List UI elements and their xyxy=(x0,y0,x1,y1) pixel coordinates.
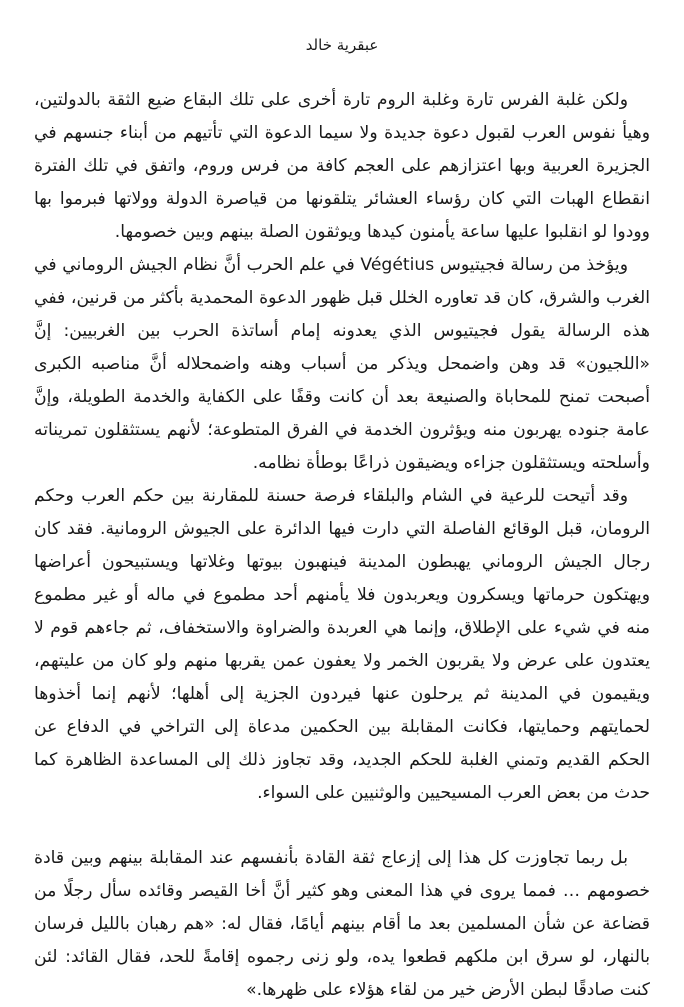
paragraph-4-text: بل ربما تجاوزت كل هذا إلى إزعاج ثقة القادة بأنفسهم عند المقابلة بينهم وبين قادة خصومهم … فمما يروى في هذا المعنى وهو كثير أنَّ أخا القيصر وقائده سأل رجلًا من قضاعة عن شأن المسلمين بعد ما أقام بينهم أيامًا، فقال له: «هم رهبان بالليل فرسان بالنهار، لو سرق ابن ملكهم قطعوا يده، ولو زنى رجموه إقامةً للحد، فقال القائد: لئن كنت صادقًا لبطن الأرض خير من لقاء هؤلاء على ظهرها.» xyxy=(34,848,650,1000)
paragraph-2-text-end: في علم الحرب أنَّ نظام الجيش الروماني في الغرب والشرق، كان قد تعاوره الخلل قبل ظهور الدعوة المحمدية بأكثر من قرنين، ففي هذه الرسالة يقول فجيتيوس الذي يعدونه إمام أساتذة الحرب بين الغربيين: إنَّ «اللجيون» قد وهن واضمحل ويذكر من أسباب وهنه واضمحلاله أنَّ مناصبه الكبرى أصبحت تمنح للمحاباة والصنيعة بعد أن كانت وقفًا على الكفاية والخدمة الطويلة، وإنَّ عامة جنوده يهربون منه ويؤثرون الخدمة في الفرق المتطوعة؛ لأنهم يستثقلون تمريناته وأسلحته ويستثقلون جزاءه ويضيقون ذراعًا بوطأة نظامه. xyxy=(34,255,650,473)
paragraph-2 xyxy=(34,249,650,480)
paragraph-4 xyxy=(34,842,650,1007)
body-text xyxy=(34,84,650,1007)
running-header: عبقرية خالد xyxy=(305,36,379,54)
paragraph-2-text-start: ويؤخذ من رسالة فجيتيوس xyxy=(434,255,628,275)
paragraph-1-text: ولكن غلبة الفرس تارة وغلبة الروم تارة أخرى على تلك البقاع ضيع الثقة بالدولتين، وهيأ نفوس العرب لقبول دعوة جديدة ولا سيما الدعوة التي تأتيهم من أبناء جنسهم في الجزيرة العربية وبها اعتزازهم على العجم كافة من فرس وروم، واتفق في تلك الفترة انقطاع الهبات التي كان رؤساء العشائر يتلقونها من قياصرة الدولة وولاتها فبرموا بها وودوا لو انقلبوا عليها ساعة يأمنون كيدها ويوثقون الصلة بينهم وبين خصومها. xyxy=(34,90,650,242)
paragraph-1 xyxy=(34,84,650,249)
paragraph-3-text: وقد أتيحت للرعية في الشام والبلقاء فرصة حسنة للمقارنة بين حكم العرب وحكم الرومان، قبل الوقائع الفاصلة التي دارت فيها الدائرة على الجيوش الرومانية. فقد كان رجال الجيش الروماني يهبطون المدينة فينهبون بيوتها وغلاتها ويستبيحون أعراضها ويهتكون حرماتها ويسكرون ويعربدون فلا يأمنهم أحد مطموع في ماله أو غير مطموع منه في شيء على الإطلاق، وإنما هي العربدة والضراوة والاستخفاف، ثم جاءهم قوم لا يعتدون على عرض ولا يقربون الخمر ولا يعفون عمن يقربها منهم ولو كان من عليتهم، ويقيمون في المدينة ثم يرحلون عنها فيردون الجزية إلى أهلها؛ لأنهم إنما أخذوها لحمايتهم وحمايتها، فكانت المقابلة بين الحكمين مدعاة إلى التراخي في الدفاع عن الحكم القديم وتمني الغلبة للحكم الجديد، وقد تجاوز ذلك إلى المساعدة الظاهرة كما حدث من بعض العرب المسيحيين والوثنيين على السواء. xyxy=(34,486,650,803)
paragraph-2-latin-name: Végétius xyxy=(360,255,435,275)
paragraph-3 xyxy=(34,480,650,810)
